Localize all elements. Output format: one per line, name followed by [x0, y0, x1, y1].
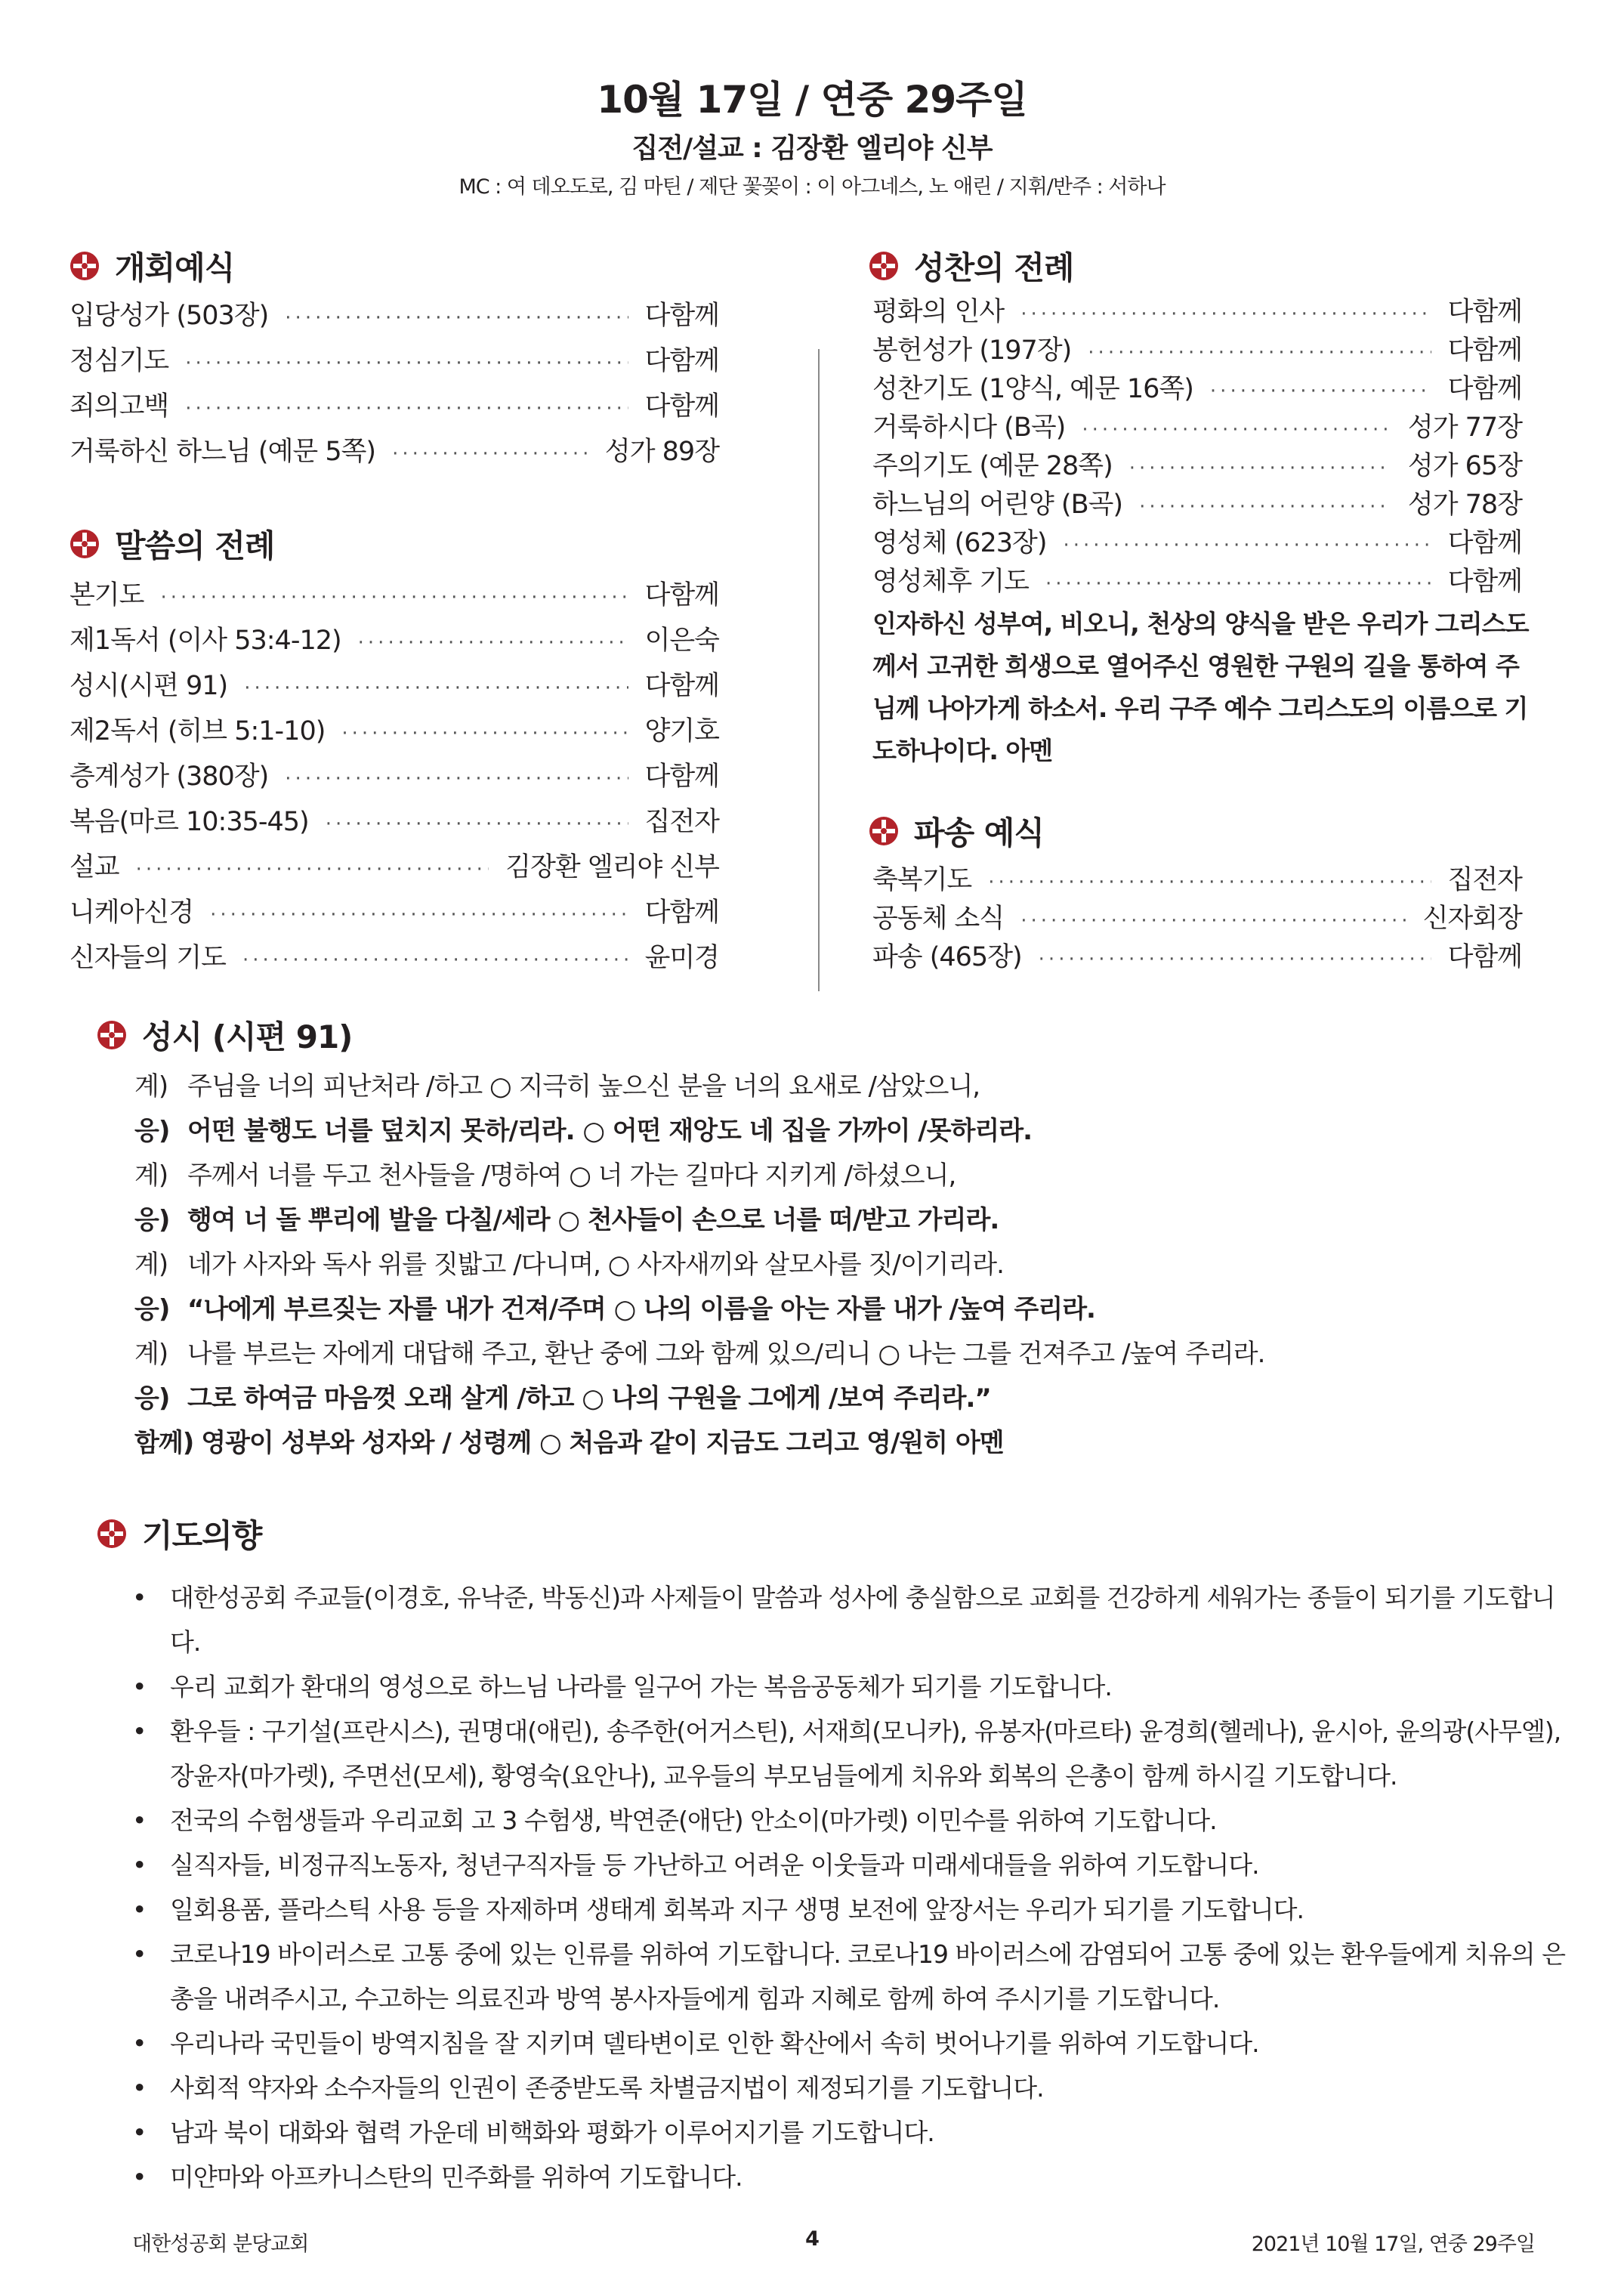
order-item-value: 다함께: [1447, 528, 1522, 558]
dot-leader: [1088, 341, 1431, 364]
psalm-text: 나를 부르는 자에게 대답해 주고, 환난 중에 그와 함께 있으/리니 ○ 나는 그를 건져주고 /높여 주리라.: [187, 1339, 1265, 1369]
psalm-line: [134, 1244, 1570, 1288]
section-title: 성시 (시편 91): [142, 1018, 353, 1055]
order-item-label: 주의기도 (예문 28쪽): [872, 451, 1113, 481]
order-item-value: 다함께: [1447, 374, 1522, 404]
intention-text: 남과 북이 대화와 협력 가운데 비핵화와 평화가 이루어지기를 기도합니다.: [170, 2118, 934, 2147]
page-title: 10월 17일 / 연중 29주일: [597, 78, 1027, 122]
order-item: [69, 431, 719, 476]
dot-leader: [1210, 380, 1431, 403]
cross-icon: [869, 251, 899, 281]
order-item-label: 하느님의 어린양 (B곡): [872, 490, 1123, 520]
order-item-label: 파송 (465장): [872, 942, 1022, 972]
footer-date: 2021년 10월 17일, 연중 29주일: [1251, 2233, 1535, 2256]
psalm-line: [134, 1199, 1570, 1244]
order-item-value: 다함께: [1447, 335, 1522, 366]
order-item: [872, 484, 1522, 522]
order-item: [872, 522, 1522, 561]
dot-leader: [185, 352, 628, 375]
bullet-icon: •: [132, 1939, 147, 1969]
order-item: [69, 937, 719, 982]
intention-text: 우리나라 국민들이 방역지침을 잘 지키며 델타변이로 인한 확산에서 속히 벗어나기를 위하여 기도합니다.: [170, 2029, 1259, 2058]
intention-text: 코로나19 바이러스로 고통 중에 있는 인류를 위하여 기도합니다. 코로나19 바이러스에 감염되어 고통 중에 있는 환우들에게 치유의 은총을 내려주시고, 수고하는 의료진과 방역 봉사자들에게 힘과 지혜로 함께 하여 주시기를 기도합니다.: [170, 1939, 1565, 2013]
order-item-value: 다함께: [644, 391, 719, 422]
cross-icon: [97, 1519, 127, 1549]
intention-item: [132, 1575, 1575, 1664]
order-item-label: 평화의 인사: [872, 297, 1005, 327]
order-item-label: 거룩하시다 (B곡): [872, 413, 1066, 443]
order-item: [872, 561, 1522, 599]
dot-leader: [244, 677, 628, 700]
dot-leader: [185, 397, 628, 420]
dot-leader: [1020, 910, 1406, 932]
section-heading-opening: [69, 243, 234, 289]
bullet-icon: •: [132, 1850, 147, 1880]
dot-leader: [160, 586, 628, 609]
section-heading-psalm: [97, 1012, 352, 1058]
intention-item: [132, 1798, 1575, 1843]
order-item-value: 성가 65장: [1407, 451, 1522, 481]
order-item-label: 설교: [69, 852, 119, 882]
order-item-label: 신자들의 기도: [69, 943, 226, 973]
order-item-label: 입당성가 (503장): [69, 301, 269, 331]
credits-line: MC : 여 데오도로, 김 마틴 / 제단 꽃꽂이 : 이 아그네스, 노 애린 / 지휘/반주 : 서하나: [458, 175, 1166, 199]
order-item: [69, 892, 719, 937]
order-item: [872, 936, 1522, 975]
order-item-value: 양기호: [644, 716, 719, 746]
dot-leader: [1139, 496, 1391, 518]
dot-leader: [285, 768, 628, 790]
psalm-responsive-reading: [134, 1065, 1570, 1466]
bullet-icon: •: [132, 1717, 147, 1746]
psalm-speaker: 응): [134, 1116, 170, 1146]
psalm-speaker: 응): [134, 1205, 170, 1235]
prayer-intentions-list: [132, 1575, 1575, 2199]
order-item-label: 제1독서 (이사 53:4-12): [69, 626, 341, 656]
intention-item: [132, 2110, 1575, 2155]
intention-item: [132, 1709, 1575, 1798]
order-item-value: 다함께: [644, 762, 719, 792]
bullet-icon: •: [132, 2118, 147, 2147]
bullet-icon: •: [132, 1895, 147, 1924]
order-item: [69, 846, 719, 892]
psalm-text: 주님을 너의 피난처라 /하고 ○ 지극히 높으신 분을 너의 요새로 /삼았으니,: [187, 1071, 980, 1102]
order-list-word: [69, 574, 719, 982]
bullet-icon: •: [132, 2162, 147, 2192]
order-item-label: 거룩하신 하느님 (예문 5쪽): [69, 437, 376, 467]
psalm-speaker: 계): [134, 1339, 168, 1369]
psalm-text: 그로 하여금 마음껏 오래 살게 /하고 ○ 나의 구원을 그에게 /보여 주리라.”: [187, 1383, 991, 1414]
psalm-text: “나에게 부르짖는 자를 내가 건져/주며 ○ 나의 이름을 아는 자를 내가 /높여 주리라.: [187, 1294, 1095, 1324]
bullet-icon: •: [132, 1806, 147, 1835]
intention-item: [132, 1664, 1575, 1709]
dot-leader: [1020, 303, 1431, 326]
order-list-dismissal: [872, 859, 1522, 975]
order-item: [872, 406, 1522, 445]
intention-text: 미얀마와 아프카니스탄의 민주화를 위하여 기도합니다.: [170, 2162, 743, 2192]
psalm-line: [134, 1377, 1570, 1422]
psalm-speaker: 계): [134, 1071, 168, 1102]
order-item-label: 본기도: [69, 580, 144, 610]
order-item-value: 다함께: [1447, 297, 1522, 327]
order-item-value: 김장환 엘리야 신부: [505, 852, 719, 882]
order-item-label: 성시(시편 91): [69, 671, 228, 701]
order-item-value: 다함께: [1447, 942, 1522, 972]
order-item: [872, 898, 1522, 936]
psalm-line: [134, 1065, 1570, 1110]
page-number: 4: [805, 2227, 819, 2251]
order-item-label: 축복기도: [872, 865, 972, 895]
bullet-icon: •: [132, 1583, 147, 1612]
section-heading-eucharist: [869, 243, 1073, 289]
cross-icon: [69, 251, 100, 281]
order-item: [872, 368, 1522, 406]
intention-item: [132, 2066, 1575, 2110]
psalm-line: [134, 1110, 1570, 1154]
dot-leader: [358, 632, 628, 654]
psalm-speaker: 함께): [134, 1428, 194, 1458]
psalm-speaker: 계): [134, 1160, 168, 1191]
order-item-value: 윤미경: [644, 943, 719, 973]
order-item-value: 집전자: [644, 807, 719, 837]
intention-text: 실직자들, 비정규직노동자, 청년구직자들 등 가난하고 어려운 이웃들과 미래세대들을 위하여 기도합니다.: [170, 1850, 1259, 1880]
psalm-text: 어떤 불행도 너를 덮치지 못하/리라. ○ 어떤 재앙도 네 집을 가까이 /못하리라.: [187, 1116, 1033, 1146]
order-item-value: 다함께: [644, 671, 719, 701]
cross-icon: [97, 1020, 127, 1050]
footer-church-name: 대한성공회 분당교회: [132, 2233, 309, 2256]
dot-leader: [341, 722, 628, 745]
intention-text: 대한성공회 주교들(이경호, 유낙준, 박동신)과 사제들이 말씀과 성사에 충실함으로 교회를 건강하게 세워가는 종들이 되기를 기도합니다.: [170, 1583, 1555, 1657]
order-item: [69, 340, 719, 385]
post-communion-prayer: 인자하신 성부여, 비오니, 천상의 양식을 받은 우리가 그리스도께서 고귀한 희생으로 열어주신 영원한 구원의 길을 통하여 주님께 나아가게 하소서. 우리 구주 예수 그리스도의 이름으로 기도하나이다. 아멘: [872, 609, 1529, 765]
section-title: 개회예식: [115, 249, 235, 286]
order-item-label: 정심기도: [69, 346, 169, 376]
intention-text: 우리 교회가 환대의 영성으로 하느님 나라를 일구어 가는 복음공동체가 되기를 기도합니다.: [170, 1672, 1112, 1701]
section-title: 말씀의 전례: [115, 527, 275, 564]
section-heading-intentions: [97, 1511, 261, 1556]
order-item-label: 니케아신경: [69, 898, 194, 928]
order-item-value: 성가 78장: [1407, 490, 1522, 520]
section-heading-dismissal: [869, 808, 1044, 854]
order-item-label: 영성체후 기도: [872, 567, 1029, 597]
order-item: [69, 665, 719, 710]
cross-icon: [869, 816, 899, 846]
order-item-value: 집전자: [1447, 865, 1522, 895]
order-item-value: 다함께: [1447, 567, 1522, 597]
dot-leader: [1039, 948, 1431, 971]
intention-text: 일회용품, 플라스틱 사용 등을 자제하며 생태계 회복과 지구 생명 보전에 앞장서는 우리가 되기를 기도합니다.: [170, 1895, 1304, 1924]
order-item-value: 다함께: [644, 580, 719, 610]
cross-icon: [69, 529, 100, 559]
psalm-text: 행여 너 돌 뿌리에 발을 다칠/세라 ○ 천사들이 손으로 너를 떠/받고 가리라.: [187, 1205, 999, 1235]
intention-text: 환우들 : 구기설(프란시스), 권명대(애린), 송주한(어거스틴), 서재희(모니카), 유봉자(마르타) 윤경희(헬레나), 윤시아, 윤의광(사무엘), 장윤자(마가렛), 주면선(모세), 황영숙(요안나), 교우들의 부모님들에게 치유와 회복의 은총이 함께 하시길 기도합니다.: [170, 1717, 1561, 1791]
order-list-eucharist: [872, 291, 1522, 599]
bullet-icon: •: [132, 1672, 147, 1701]
order-item-value: 다함께: [644, 346, 719, 376]
dot-leader: [285, 307, 628, 329]
psalm-line: [134, 1288, 1570, 1333]
psalm-line: [134, 1422, 1570, 1466]
order-item-label: 층계성가 (380장): [69, 762, 269, 792]
dot-leader: [988, 871, 1431, 894]
order-item-label: 영성체 (623장): [872, 528, 1047, 558]
order-item: [69, 710, 719, 756]
order-item: [872, 859, 1522, 898]
order-item-label: 봉헌성가 (197장): [872, 335, 1072, 366]
intention-item: [132, 1887, 1575, 1932]
order-item-label: 제2독서 (히브 5:1-10): [69, 716, 326, 746]
dot-leader: [392, 443, 588, 465]
order-item-label: 성찬기도 (1양식, 예문 16쪽): [872, 374, 1193, 404]
dot-leader: [1129, 457, 1391, 480]
psalm-text: 주께서 너를 두고 천사들을 /명하여 ○ 너 가는 길마다 지키게 /하셨으니,: [187, 1160, 956, 1191]
dot-leader: [210, 904, 628, 926]
order-item: [872, 445, 1522, 484]
order-item: [872, 329, 1522, 368]
dot-leader: [1063, 534, 1431, 557]
psalm-speaker: 계): [134, 1250, 168, 1280]
psalm-speaker: 응): [134, 1383, 170, 1414]
section-title: 성찬의 전례: [914, 249, 1074, 286]
intention-item: [132, 1843, 1575, 1887]
intention-text: 전국의 수험생들과 우리교회 고 3 수험생, 박연준(애단) 안소이(마가렛) 이민수를 위하여 기도합니다.: [170, 1806, 1217, 1835]
order-item: [69, 620, 719, 665]
page-subtitle: 집전/설교 : 김장환 엘리야 신부: [631, 133, 993, 164]
dot-leader: [1045, 573, 1431, 595]
intention-item: [132, 2155, 1575, 2199]
order-item-label: 복음(마르 10:35-45): [69, 807, 309, 837]
order-item-value: 성가 77장: [1407, 413, 1522, 443]
order-item: [69, 295, 719, 340]
bullet-icon: •: [132, 2073, 147, 2103]
section-heading-word: [69, 521, 274, 567]
psalm-speaker: 응): [134, 1294, 170, 1324]
intention-item: [132, 2021, 1575, 2066]
order-item: [69, 801, 719, 846]
order-item-value: 이은숙: [644, 626, 719, 656]
order-item: [69, 385, 719, 431]
order-item-value: 신자회장: [1422, 904, 1522, 934]
column-divider: [818, 349, 820, 991]
psalm-line: [134, 1333, 1570, 1377]
order-item-label: 죄의고백: [69, 391, 169, 422]
dot-leader: [1082, 419, 1391, 441]
order-item: [69, 756, 719, 801]
intention-text: 사회적 약자와 소수자들의 인권이 존중받도록 차별금지법이 제정되기를 기도합니다.: [170, 2073, 1044, 2103]
order-item-value: 다함께: [644, 301, 719, 331]
section-title: 파송 예식: [914, 814, 1044, 851]
bullet-icon: •: [132, 2029, 147, 2058]
section-title: 기도의향: [142, 1517, 262, 1554]
dot-leader: [326, 813, 628, 836]
order-item-value: 성가 89장: [604, 437, 719, 467]
order-item: [69, 574, 719, 620]
intention-item: [132, 1932, 1575, 2021]
psalm-line: [134, 1154, 1570, 1199]
order-item-value: 다함께: [644, 898, 719, 928]
dot-leader: [242, 949, 628, 972]
order-item-label: 공동체 소식: [872, 904, 1005, 934]
order-list-opening: [69, 295, 719, 476]
psalm-text: 네가 사자와 독사 위를 짓밟고 /다니며, ○ 사자새끼와 살모사를 짓/이기리라.: [187, 1250, 1004, 1280]
order-item: [872, 291, 1522, 329]
psalm-text: 영광이 성부와 성자와 / 성령께 ○ 처음과 같이 지금도 그리고 영/원히 아멘: [201, 1428, 1004, 1458]
dot-leader: [136, 858, 489, 881]
